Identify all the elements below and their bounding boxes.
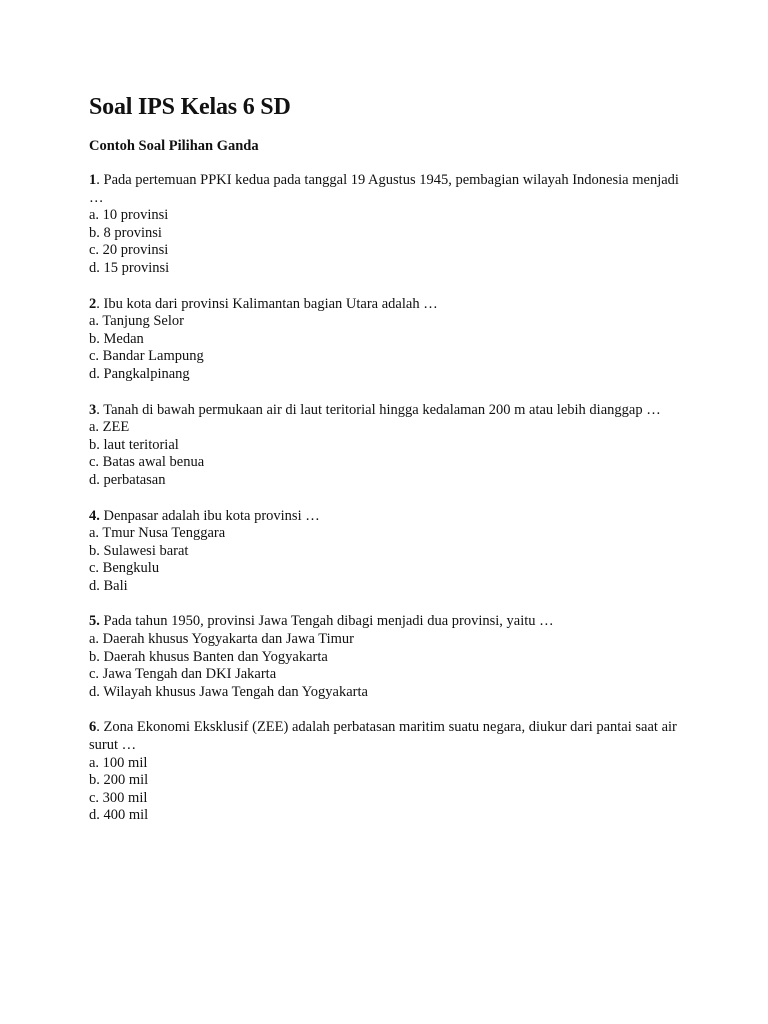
- option-c: c. Jawa Tengah dan DKI Jakarta: [89, 666, 277, 683]
- question-text: [89, 508, 689, 526]
- option-b: b. Daerah khusus Banten dan Yogyakarta: [89, 648, 328, 665]
- question-list: [89, 172, 689, 825]
- option-a: a. Daerah khusus Yogyakarta dan Jawa Timur: [89, 631, 354, 648]
- option-a: a. Tanjung Selor: [89, 313, 184, 330]
- question-text: [89, 172, 689, 207]
- option-d: d. 15 provinsi: [89, 259, 170, 276]
- option-list: [89, 525, 689, 595]
- question-body: Pada tahun 1950, provinsi Jawa Tengah dibagi menjadi dua provinsi, yaitu …: [99, 613, 554, 630]
- option-list: [89, 755, 689, 825]
- question-1: [89, 172, 689, 278]
- option-a: a. 100 mil: [89, 754, 148, 771]
- question-body: . Tanah di bawah permukaan air di laut teritorial hingga kedalaman 200 m atau lebih dianggap …: [96, 401, 661, 418]
- question-text: [89, 613, 689, 631]
- question-body: . Pada pertemuan PPKI kedua pada tanggal 19 Agustus 1945, pembagian wilayah Indonesia menjadi …: [89, 172, 679, 206]
- question-text: [89, 719, 689, 754]
- question-text: [89, 296, 689, 314]
- option-d: d. perbatasan: [89, 471, 166, 488]
- option-list: [89, 419, 689, 489]
- question-number: 6: [89, 719, 97, 736]
- option-a: a. Tmur Nusa Tenggara: [89, 525, 226, 542]
- question-number: 5.: [89, 613, 100, 630]
- question-2: [89, 296, 689, 384]
- option-a: a. ZEE: [89, 419, 130, 436]
- option-a: a. 10 provinsi: [89, 207, 169, 224]
- option-c: c. Bandar Lampung: [89, 348, 204, 365]
- option-c: c. 20 provinsi: [89, 242, 169, 259]
- question-body: . Ibu kota dari provinsi Kalimantan bagian Utara adalah …: [96, 295, 438, 312]
- option-b: b. 8 provinsi: [89, 224, 162, 241]
- option-c: c. Bengkulu: [89, 560, 160, 577]
- document-page: [89, 91, 689, 843]
- question-number: 2: [89, 295, 97, 312]
- option-c: c. 300 mil: [89, 789, 148, 806]
- question-4: [89, 508, 689, 596]
- question-body: Denpasar adalah ibu kota provinsi …: [99, 507, 320, 524]
- option-b: b. laut teritorial: [89, 436, 179, 453]
- page-title: Soal IPS Kelas 6 SD: [89, 94, 291, 120]
- option-list: [89, 631, 689, 701]
- option-b: b. Sulawesi barat: [89, 542, 189, 559]
- option-list: [89, 207, 689, 277]
- option-d: d. Bali: [89, 577, 128, 594]
- option-c: c. Batas awal benua: [89, 454, 205, 471]
- question-body: . Zona Ekonomi Eksklusif (ZEE) adalah perbatasan maritim suatu negara, diukur dari pantai saat air surut …: [89, 719, 677, 754]
- option-b: b. 200 mil: [89, 772, 149, 789]
- option-b: b. Medan: [89, 330, 144, 347]
- section-subtitle: Contoh Soal Pilihan Ganda: [89, 138, 259, 154]
- question-5: [89, 613, 689, 701]
- option-d: d. Wilayah khusus Jawa Tengah dan Yogyakarta: [89, 683, 368, 700]
- question-number: 4.: [89, 507, 100, 524]
- question-number: 3: [89, 401, 97, 418]
- option-d: d. 400 mil: [89, 807, 149, 824]
- option-list: [89, 313, 689, 383]
- question-3: [89, 402, 689, 490]
- question-number: 1: [89, 172, 97, 188]
- option-d: d. Pangkalpinang: [89, 365, 190, 382]
- question-6: [89, 719, 689, 825]
- question-text: [89, 402, 689, 420]
